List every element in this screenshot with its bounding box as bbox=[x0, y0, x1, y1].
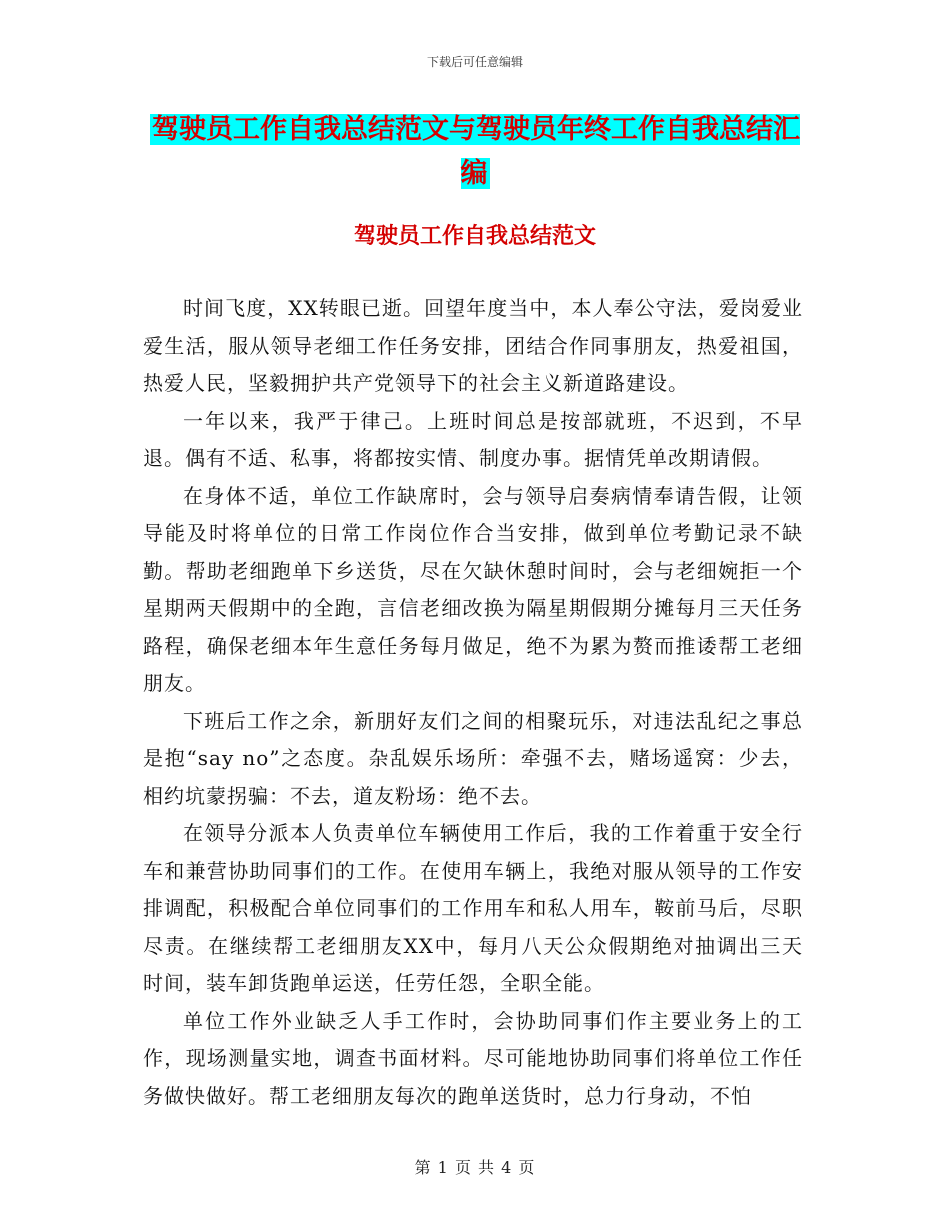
document-title-text: 驾驶员工作自我总结范文与驾驶员年终工作自我总结汇编 bbox=[152, 114, 800, 189]
paragraph-3: 在身体不适，单位工作缺席时，会与领导启奏病情奉请告假，让领导能及时将单位的日常工作岗位作合当安排，做到单位考勤记录不缺勤。帮助老细跑单下乡送货，尽在欠缺休憩时间时，会与老细婉拒一个星期两天假期中的全跑，言信老细改换为隔星期假期分摊每月三天任务路程，确保老细本年生意任务每月做足，绝不为累为赘而推诿帮工老细朋友。 bbox=[143, 483, 803, 695]
body-text bbox=[143, 290, 803, 1115]
document-title bbox=[150, 108, 800, 196]
header-note: 下载后可任意编辑 bbox=[426, 55, 523, 69]
paragraph-4: 下班后工作之余，新朋好友们之间的相聚玩乐，对违法乱纪之事总是抱“say no”之态度。杂乱娱乐场所：牵强不去，赌场遥窝：少去，相约坑蒙拐骗：不去，道友粉场：绝不去。 bbox=[143, 708, 803, 808]
section-title: 驾驶员工作自我总结范文 bbox=[353, 224, 596, 249]
page-footer: 第 1 页 共 4 页 bbox=[414, 1158, 536, 1177]
paragraph-2: 一年以来，我严于律己。上班时间总是按部就班，不迟到，不早退。偶有不适、私事，将都按实情、制度办事。据情凭单改期请假。 bbox=[143, 408, 803, 470]
paragraph-5: 在领导分派本人负责单位车辆使用工作后，我的工作着重于安全行车和兼营协助同事们的工作。在使用车辆上，我绝对服从领导的工作安排调配，积极配合单位同事们的工作用车和私人用车，鞍前马后，尽职尽责。在继续帮工老细朋友XX中，每月八天公众假期绝对抽调出三天时间，装车卸货跑单运送，任劳任怨，全职全能。 bbox=[143, 821, 803, 995]
paragraph-6: 单位工作外业缺乏人手工作时，会协助同事们作主要业务上的工作，现场测量实地，调查书面材料。尽可能地协助同事们将单位工作任务做快做好。帮工老细朋友每次的跑单送货时，总力行身动，不怕 bbox=[143, 1008, 803, 1108]
paragraph-1: 时间飞度，XX转眼已逝。回望年度当中，本人奉公守法，爱岗爱业爱生活，服从领导老细工作任务安排，团结合作同事朋友，热爱祖国，热爱人民，坚毅拥护共产党领导下的社会主义新道路建设。 bbox=[143, 296, 803, 395]
